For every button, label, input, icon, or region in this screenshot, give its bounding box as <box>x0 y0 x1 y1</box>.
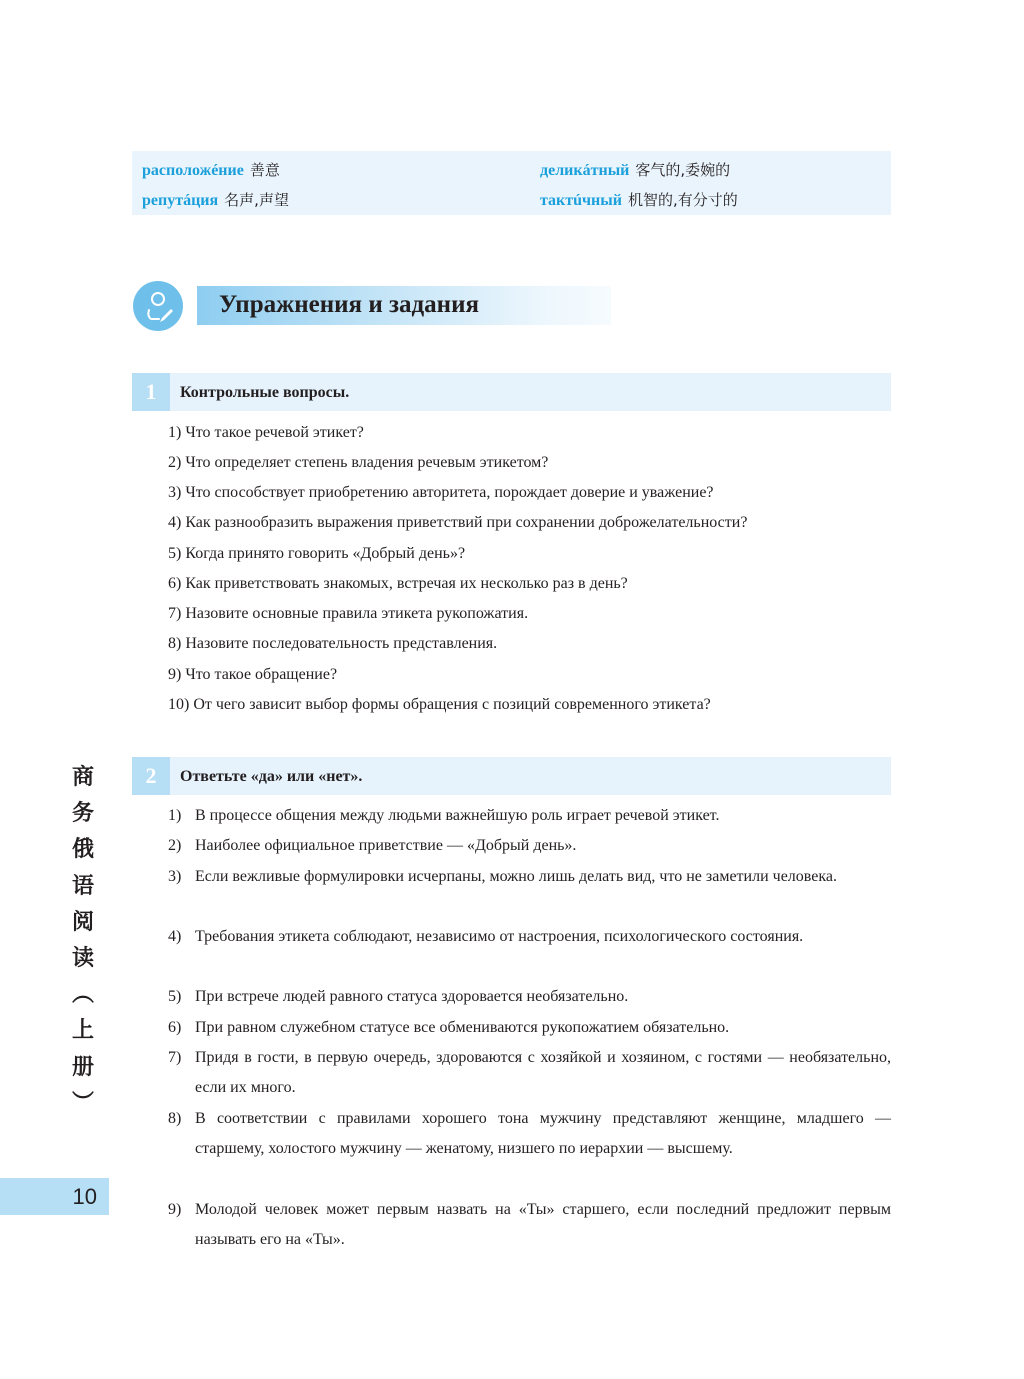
task-number: 2 <box>132 757 170 795</box>
question-item <box>168 569 891 599</box>
statement-item <box>168 801 891 831</box>
item-number: 8) <box>168 635 182 652</box>
vocab-entry <box>540 160 730 181</box>
task-title: Ответьте «да» или «нет». <box>180 768 363 785</box>
page-number: 10 <box>72 1184 97 1209</box>
question-item <box>168 660 891 690</box>
item-number: 2) <box>168 837 182 854</box>
item-number: 1) <box>168 807 182 824</box>
task-header <box>132 757 891 795</box>
question-item <box>168 508 891 538</box>
item-text: При равном служебном статусе все обмениваются рукопожатием обязательно. <box>195 1019 730 1036</box>
book-title-char: ︵ <box>71 982 94 1008</box>
book-title-char: 上 <box>71 1018 94 1044</box>
vocab-word: тактúчный <box>540 192 622 209</box>
section-banner <box>197 286 611 325</box>
item-text: Когда принято говорить «Добрый день»? <box>185 545 466 562</box>
question-item <box>168 690 891 720</box>
item-number: 10) <box>168 696 190 713</box>
statement-item <box>168 1013 891 1043</box>
vocab-entry <box>142 190 289 211</box>
item-text: Что способствует приобретению авторитета, порождает доверие и уважение? <box>185 484 714 501</box>
item-number: 9) <box>168 1201 182 1218</box>
book-title-char: ︶ <box>71 1090 94 1116</box>
statement-item <box>168 1104 891 1164</box>
item-number: 4) <box>168 928 182 945</box>
question-item <box>168 448 891 478</box>
statement-item <box>168 922 891 952</box>
item-number: 1) <box>168 424 182 441</box>
person-pencil-icon <box>133 281 183 331</box>
page-number-tab <box>0 1178 109 1215</box>
item-text: В соответствии с правилами хорошего тона мужчину представляют женщине, младшего — старшему, холостого мужчину — женатому, низшего по иерархии — высшему. <box>195 1110 891 1158</box>
item-number: 4) <box>168 514 182 531</box>
statement-item <box>168 831 891 861</box>
book-title-char: 商 <box>71 765 94 790</box>
book-title-char: 俄 <box>71 837 94 863</box>
item-text: В процессе общения между людьми важнейшую роль играет речевой этикет. <box>195 807 720 824</box>
question-item <box>168 418 891 448</box>
book-title-char: 读 <box>71 946 94 972</box>
item-number: 7) <box>168 1049 182 1066</box>
item-number: 6) <box>168 575 182 592</box>
vocab-translation: 机智的,有分寸的 <box>627 191 738 209</box>
item-text: Что такое обращение? <box>185 666 338 683</box>
item-text: Что определяет степень владения речевым этикетом? <box>185 454 549 471</box>
item-text: Как приветствовать знакомых, встречая их несколько раз в день? <box>185 575 628 592</box>
vocab-translation: 名声,声望 <box>224 191 289 209</box>
item-text: Назовите последовательность представления. <box>185 635 498 652</box>
item-number: 5) <box>168 545 182 562</box>
book-title-char: 册 <box>71 1054 94 1080</box>
item-number: 3) <box>168 868 182 885</box>
book-title-char: 语 <box>71 873 94 899</box>
item-text: Требования этикета соблюдают, независимо от настроения, психологического состояния. <box>195 928 804 945</box>
question-item <box>168 629 891 659</box>
task-header <box>132 373 891 411</box>
item-number: 2) <box>168 454 182 471</box>
vocab-word: расположéние <box>142 162 244 179</box>
item-number: 9) <box>168 666 182 683</box>
item-text: Молодой человек может первым назвать на «Ты» старшего, если последний предложит первым называть его на «Ты». <box>195 1201 891 1249</box>
task-number: 1 <box>132 373 170 411</box>
question-item <box>168 539 891 569</box>
question-item <box>168 599 891 629</box>
statement-item <box>168 1195 891 1255</box>
statement-item <box>168 982 891 1012</box>
vocab-translation: 善意 <box>249 161 280 179</box>
item-text: Как разнообразить выражения приветствий при сохранении доброжелательности? <box>185 514 748 531</box>
item-text: При встрече людей равного статуса здоровается необязательно. <box>195 988 629 1005</box>
item-text: Придя в гости, в первую очередь, здороваются с хозяйкой и хозяином, с гостями — необязательно, если их много. <box>195 1049 891 1097</box>
vocabulary-box <box>132 151 891 215</box>
vocab-word: деликáтный <box>540 162 630 179</box>
book-title-vertical <box>66 760 100 1122</box>
item-number: 8) <box>168 1110 182 1127</box>
item-number: 5) <box>168 988 182 1005</box>
vocab-entry <box>540 190 738 211</box>
item-number: 3) <box>168 484 182 501</box>
item-text: Назовите основные правила этикета рукопожатия. <box>185 605 529 622</box>
question-item <box>168 478 891 508</box>
item-text: От чего зависит выбор формы обращения с позиций современного этикета? <box>193 696 711 713</box>
section-title: Упражнения и задания <box>219 291 479 318</box>
item-number: 7) <box>168 605 182 622</box>
item-text: Если вежливые формулировки исчерпаны, можно лишь делать вид, что не заметили человека. <box>195 868 837 885</box>
item-text: Что такое речевой этикет? <box>185 424 364 441</box>
vocab-word: репутáция <box>142 192 219 209</box>
book-title-char: 务 <box>71 801 94 827</box>
vocab-entry <box>142 160 280 181</box>
item-number: 6) <box>168 1019 182 1036</box>
statement-item <box>168 862 891 892</box>
task-title: Контрольные вопросы. <box>180 384 350 401</box>
statement-item <box>168 1043 891 1103</box>
vocab-translation: 客气的,委婉的 <box>635 161 731 179</box>
book-title-char: 阅 <box>71 909 94 935</box>
item-text: Наиболее официальное приветствие — «Добрый день». <box>195 837 577 854</box>
